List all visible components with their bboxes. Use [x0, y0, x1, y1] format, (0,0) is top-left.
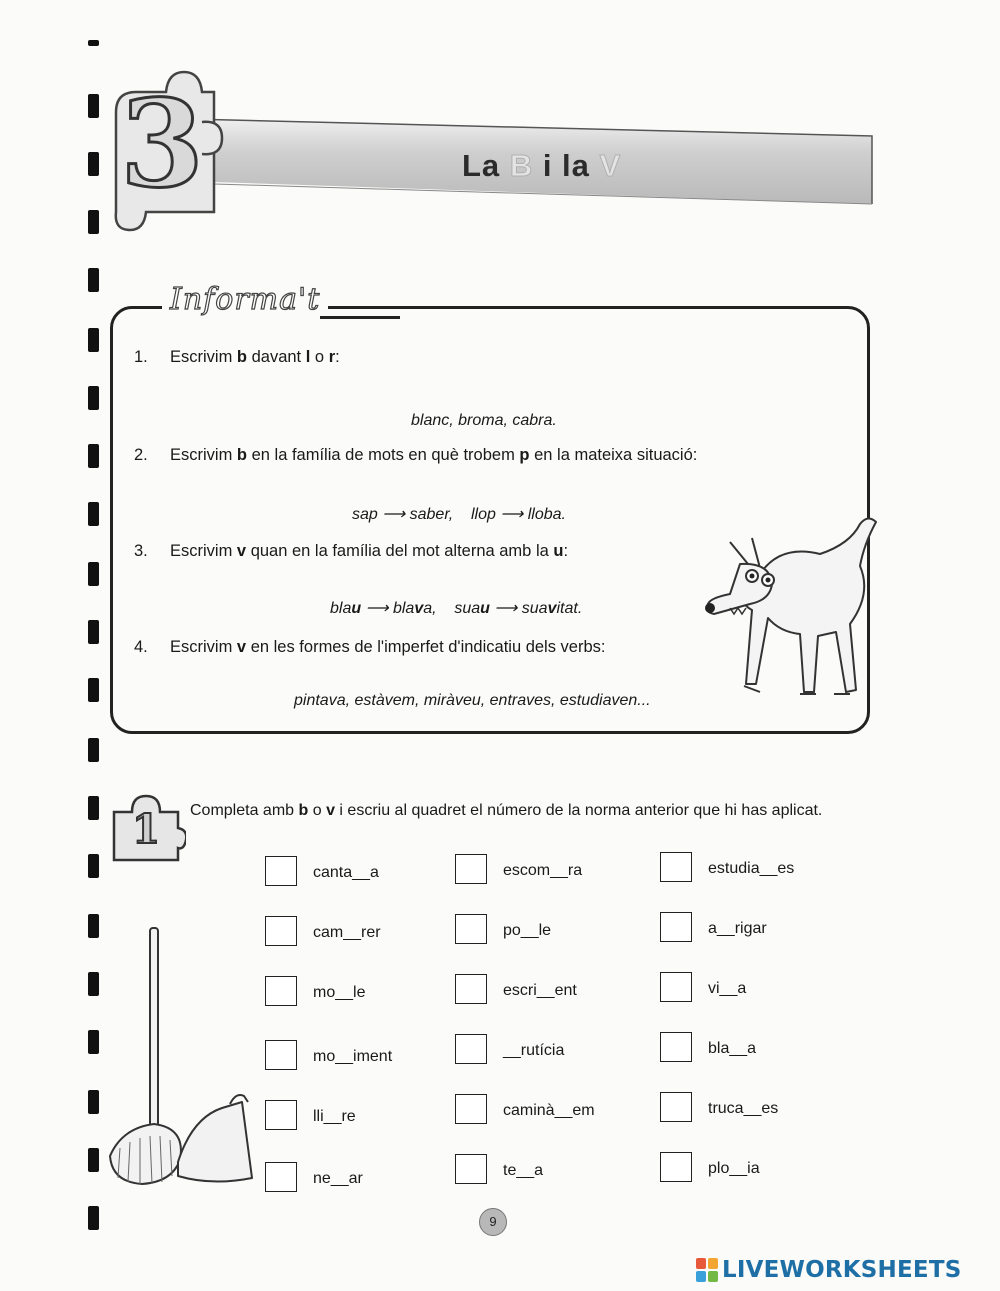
rule-bold: u	[553, 542, 564, 560]
rule-4	[134, 638, 606, 657]
rule-bold: b	[236, 446, 248, 464]
binding-mark	[88, 678, 99, 702]
rule-4-example: pintava, estàvem, miràveu, entraves, estudiaven...	[294, 692, 651, 709]
exercise-instruction	[190, 802, 822, 820]
binding-mark	[88, 562, 99, 586]
instruction-bold: b	[298, 802, 309, 819]
example-bold: v	[547, 600, 557, 617]
rule-text: en la mateixa situació:	[529, 446, 698, 464]
rule-text: Escrivim	[170, 542, 237, 560]
rule-bold: p	[519, 446, 530, 464]
example-word: sua	[454, 600, 481, 617]
rule-bold: v	[236, 638, 247, 656]
rule-bold: l	[305, 348, 311, 366]
binding-mark	[88, 914, 99, 938]
word-blank[interactable]: ne__ar	[313, 1170, 363, 1187]
instruction-text: i escriu al quadret el número de la norma anterior que hi has aplicat.	[334, 802, 823, 819]
rule-text: en les formes de l'imperfet d'indicatiu dels verbs:	[246, 638, 606, 656]
exercise-number: 1	[132, 806, 160, 853]
title-text-i-la: i la	[542, 148, 590, 183]
rule-3	[134, 542, 568, 561]
answer-box[interactable]	[265, 1162, 297, 1192]
rule-bold: v	[236, 542, 247, 560]
rule-text: :	[335, 348, 340, 366]
rule-text: quan en la família del mot alterna amb la	[246, 542, 554, 560]
word-blank[interactable]: escom__ra	[503, 862, 583, 879]
word-blank[interactable]: mo__iment	[313, 1048, 393, 1065]
example-word: sap	[352, 506, 378, 523]
instruction-text: o	[308, 802, 327, 819]
rule-number: 4.	[134, 638, 148, 656]
rule-text: davant	[247, 348, 306, 366]
rule-2-example: sap ⟶ saber, llop ⟶ lloba.	[352, 506, 566, 523]
binding-mark	[88, 268, 99, 292]
word-blank[interactable]: caminà__em	[503, 1102, 595, 1119]
answer-box[interactable]	[455, 914, 487, 944]
info-heading: Informa't	[162, 282, 328, 317]
answer-box[interactable]	[660, 912, 692, 942]
rule-text: Escrivim	[170, 446, 237, 464]
binding-mark	[88, 1030, 99, 1054]
rule-1	[134, 348, 340, 367]
binding-mark	[88, 972, 99, 996]
binding-mark	[88, 386, 99, 410]
binding-mark	[88, 796, 99, 820]
binding-mark	[88, 152, 99, 176]
example-word: saber,	[409, 506, 454, 523]
title-text-la: La	[462, 148, 501, 183]
answer-box[interactable]	[455, 1094, 487, 1124]
logo-cubes-icon	[696, 1258, 718, 1282]
word-blank[interactable]: estudia__es	[708, 860, 795, 877]
rule-text: Escrivim	[170, 348, 237, 366]
word-blank[interactable]: plo__ia	[708, 1160, 760, 1177]
logo-text: LIVEWORKSHEETS	[722, 1257, 962, 1283]
answer-box[interactable]	[660, 1032, 692, 1062]
rule-number: 1.	[134, 348, 148, 366]
binding-mark	[88, 1148, 99, 1172]
answer-box[interactable]	[265, 976, 297, 1006]
word-blank[interactable]: te__a	[503, 1162, 544, 1179]
answer-box[interactable]	[265, 1040, 297, 1070]
answer-box[interactable]	[455, 1034, 487, 1064]
answer-box[interactable]	[660, 1092, 692, 1122]
title-letter-b: B	[509, 148, 534, 183]
answer-box[interactable]	[455, 974, 487, 1004]
word-blank[interactable]: __rutícia	[503, 1042, 565, 1059]
word-blank[interactable]: canta__a	[313, 864, 379, 881]
example-word: llop	[471, 506, 496, 523]
answer-box[interactable]	[660, 972, 692, 1002]
binding-mark	[88, 854, 99, 878]
answer-box[interactable]	[265, 916, 297, 946]
binding-mark	[88, 1206, 99, 1230]
example-bold: v	[414, 600, 424, 617]
liveworksheets-logo[interactable]	[696, 1256, 961, 1284]
word-blank[interactable]: vi__a	[708, 980, 747, 997]
rule-bold: r	[328, 348, 336, 366]
word-blank[interactable]: po__le	[503, 922, 552, 939]
spiral-binding	[88, 40, 102, 1240]
example-bold: u	[480, 600, 490, 617]
broom-dustpan-illustration	[102, 928, 262, 1188]
binding-mark	[88, 210, 99, 234]
word-blank[interactable]: escri__ent	[503, 982, 577, 999]
binding-mark	[88, 444, 99, 468]
word-blank[interactable]: bla__a	[708, 1040, 757, 1057]
rule-number: 2.	[134, 446, 148, 464]
wolf-illustration	[700, 514, 886, 704]
answer-box[interactable]	[265, 856, 297, 886]
answer-box[interactable]	[660, 852, 692, 882]
info-heading-line	[320, 316, 400, 319]
answer-box[interactable]	[660, 1152, 692, 1182]
binding-mark	[88, 40, 99, 46]
rule-text: en la família de mots en què trobem	[247, 446, 520, 464]
example-word: itat.	[556, 600, 583, 617]
title-letter-v: V	[599, 148, 622, 183]
page-title	[462, 148, 621, 184]
unit-number: 3	[120, 74, 204, 215]
word-blank[interactable]: cam__rer	[313, 924, 381, 941]
rule-3-example: blau ⟶ blava, suau ⟶ suavitat.	[330, 600, 583, 617]
binding-mark	[88, 328, 99, 352]
example-word: bla	[330, 600, 352, 617]
instruction-bold: v	[326, 802, 335, 819]
rule-2	[134, 446, 697, 465]
answer-box[interactable]	[265, 1100, 297, 1130]
binding-mark	[88, 620, 99, 644]
word-blank[interactable]: lli__re	[313, 1108, 356, 1125]
rule-text: Escrivim	[170, 638, 237, 656]
example-word: a,	[423, 600, 437, 617]
answer-box[interactable]	[455, 854, 487, 884]
example-word: lloba.	[527, 506, 566, 523]
example-bold: u	[351, 600, 362, 617]
instruction-text: Completa amb	[190, 802, 299, 819]
example-word: sua	[521, 600, 548, 617]
binding-mark	[88, 738, 99, 762]
rule-text: :	[563, 542, 569, 560]
rule-1-example: blanc, broma, cabra.	[411, 412, 557, 429]
example-word: bla	[392, 600, 415, 617]
rule-bold: b	[236, 348, 248, 366]
word-blank[interactable]: a__rigar	[708, 920, 767, 937]
word-blank[interactable]: mo__le	[313, 984, 366, 1001]
binding-mark	[88, 1090, 99, 1114]
rule-number: 3.	[134, 542, 148, 560]
word-blank[interactable]: truca__es	[708, 1100, 779, 1117]
binding-mark	[88, 502, 99, 526]
rule-text: o	[310, 348, 329, 366]
page-number: 9	[479, 1208, 507, 1236]
binding-mark	[88, 94, 99, 118]
answer-box[interactable]	[455, 1154, 487, 1184]
